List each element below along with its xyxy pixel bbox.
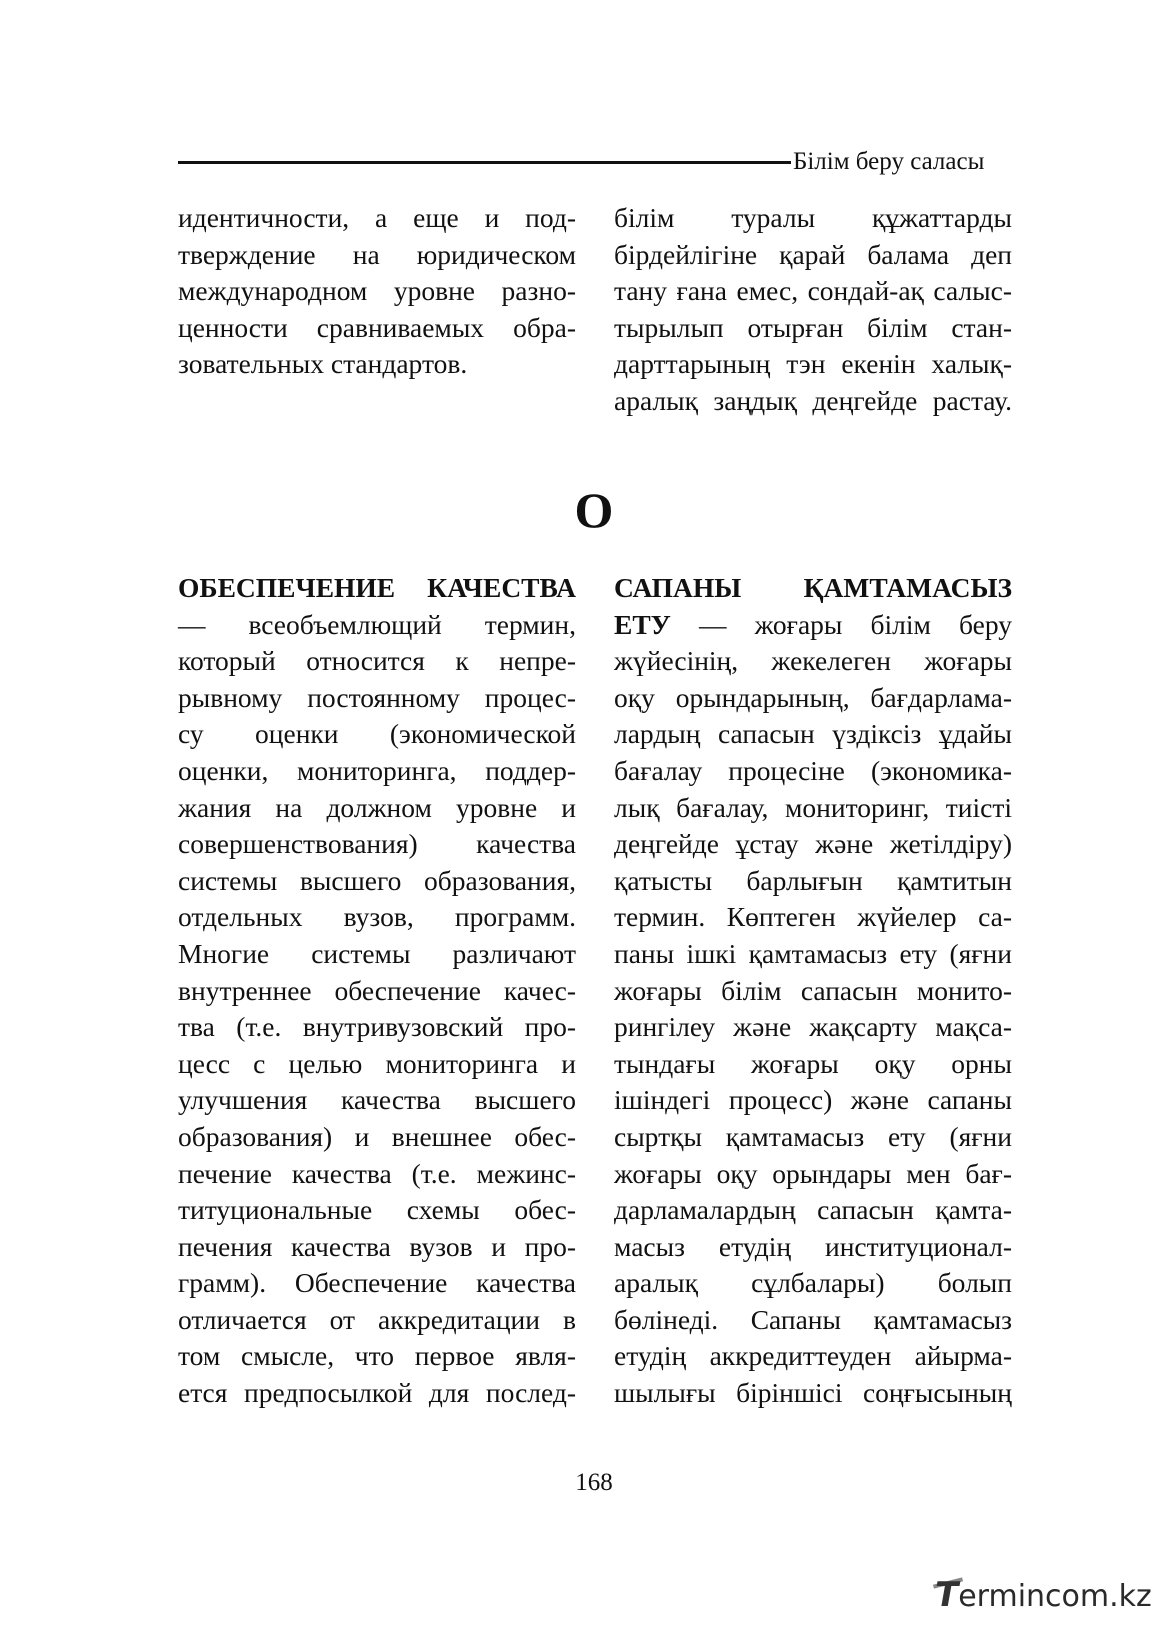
header-rule (178, 161, 791, 164)
top-left-paragraph (178, 200, 576, 383)
text-line: лардың сапасын үздіксіз ұдайы (614, 718, 1012, 750)
text-line: термин. Көптеген жүйелер са- (614, 901, 1012, 933)
text-line: Многие системы различают (178, 937, 576, 969)
text-line: қатысты барлығын қамтитын (614, 864, 1012, 896)
watermark-text: ermincom.kz (958, 1579, 1152, 1614)
text-line: ішіндегі процесс) және сапаны (614, 1084, 1012, 1116)
text-line: том смысле, что первое явля- (178, 1340, 576, 1372)
entry-left (178, 570, 576, 1412)
text-line: титуциональные схемы обес- (178, 1194, 576, 1226)
text-line: бағалау процесіне (экономика- (614, 754, 1012, 786)
text-line: рингілеу және жақсарту мақса- (614, 1011, 1012, 1043)
text-line: системы высшего образования, (178, 864, 576, 896)
entry-term: САПАНЫ ҚАМТАМАСЫЗ (614, 572, 1012, 603)
text-line: жүйесінің, жекелеген жоғары (614, 645, 1012, 677)
text-line: етудің аккредиттеуден айырма- (614, 1340, 1012, 1372)
text-line: совершенствования) качества (178, 828, 576, 860)
text-line: зовательных стандартов. (178, 348, 468, 380)
text-line: дарламалардың сапасын қамта- (614, 1194, 1012, 1226)
text-line: оқу орындарының, бағдарлама- (614, 681, 1012, 713)
text-line: су оценки (экономической (178, 718, 576, 750)
text-line: бірдейлігіне қарай балама деп (614, 238, 1012, 270)
text-line: грамм). Обеспечение качества (178, 1267, 576, 1299)
text-line: аралық сұлбалары) болып (614, 1267, 1012, 1299)
text-line: масыз етудің институционал- (614, 1230, 1012, 1262)
text-line: аралық заңдық деңгейде растау. (614, 384, 1012, 416)
text-line: тырылып отырған білім стан- (614, 311, 1012, 343)
text-line: отличается от аккредитации в (178, 1303, 576, 1335)
text-line: тверждение на юридическом (178, 238, 576, 270)
section-letter: О (574, 482, 614, 538)
text-line: ценности сравниваемых обра- (178, 311, 576, 343)
text-line: отдельных вузов, программ. (178, 901, 576, 933)
text-line: рывному постоянному процес- (178, 681, 576, 713)
watermark-initial: T (931, 1575, 962, 1615)
text-line: который относится к непре- (178, 645, 576, 677)
text-line: международном уровне разно- (178, 275, 576, 307)
text-line: деңгейде ұстау және жетілдіру) (614, 828, 1012, 860)
text-line: печения качества вузов и про- (178, 1230, 576, 1262)
text-line: печение качества (т.е. межинс- (178, 1157, 576, 1189)
text-line: жоғары білім сапасын монито- (614, 974, 1012, 1006)
text-line: жания на должном уровне и (178, 791, 576, 823)
text-line: тындағы жоғары оқу орны (614, 1047, 1012, 1079)
text-line: жоғары оқу орындары мен бағ- (614, 1157, 1012, 1189)
text-line: внутреннее обеспечение качес- (178, 974, 576, 1006)
entry-term: ОБЕСПЕЧЕНИЕ КАЧЕСТВА (178, 572, 576, 603)
entry-right (614, 570, 1012, 1412)
text-line: шылығы біріншісі соңғысының (614, 1377, 1012, 1409)
text-line: дарттарының тэн екенін халық- (614, 348, 1012, 380)
text-line: образования) и внешнее обес- (178, 1120, 576, 1152)
text-line: тва (т.е. внутривузовский про- (178, 1011, 576, 1043)
text-line: ется предпосылкой для послед- (178, 1377, 576, 1409)
page-number: 168 (575, 1469, 613, 1496)
site-watermark-logo (931, 1573, 1152, 1617)
text-line: — всеобъемлющий термин, (178, 608, 576, 640)
text-line: цесс с целью мониторинга и (178, 1047, 576, 1079)
text-line: паны ішкі қамтамасыз ету (яғни (614, 937, 1012, 969)
text-line: білім туралы құжаттарды (614, 202, 1012, 233)
text-line: лық бағалау, мониторинг, тиісті (614, 791, 1012, 823)
text-line: сыртқы қамтамасыз ету (яғни (614, 1120, 1012, 1152)
top-right-paragraph (614, 200, 1012, 420)
running-head: Білім беру саласы (793, 148, 985, 175)
text-line: улучшения качества высшего (178, 1084, 576, 1116)
text-line (614, 607, 1012, 644)
text-line: тану ғана емес, сондай-ақ салыс- (614, 275, 1012, 307)
entry-definition-start: — жоғары білім беру (670, 608, 1012, 640)
text-line: оценки, мониторинга, поддер- (178, 754, 576, 786)
entry-term-continued: ЕТУ (614, 608, 671, 640)
text-line: бөлінеді. Сапаны қамтамасыз (614, 1303, 1012, 1335)
text-line: идентичности, а еще и под- (178, 202, 576, 233)
